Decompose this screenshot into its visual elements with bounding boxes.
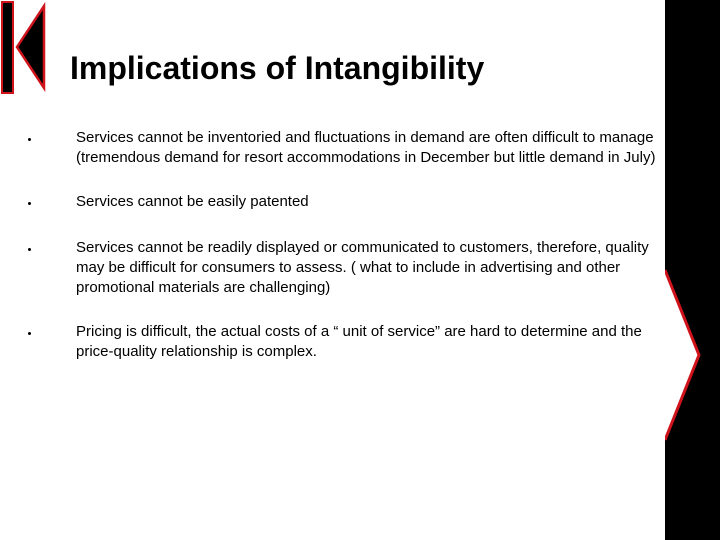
k-logo-icon (0, 0, 50, 95)
bullet-item (22, 128, 662, 168)
bullet-text: Pricing is difficult, the actual costs of a “ unit of service” are hard to determine and the price-quality relationship is complex. (76, 323, 642, 360)
bullet-item (22, 238, 662, 298)
bullet-text: Services cannot be readily displayed or communicated to customers, therefore, quality may be difficult for consumers to assess. ( what to include in advertising and other promotional materials are challenging) (76, 239, 649, 296)
bullet-item (22, 192, 662, 212)
right-chevron-bar-icon (665, 0, 720, 540)
bullet-text: Services cannot be inventoried and fluctuations in demand are often difficult to manage (tremendous demand for resort accommodations in December but little demand in July) (76, 129, 656, 166)
bullet-text: Services cannot be easily patented (76, 193, 309, 210)
bullet-dot-icon (28, 202, 31, 205)
slide-title: Implications of Intangibility (70, 50, 485, 86)
bullet-dot-icon (28, 332, 31, 335)
bullet-dot-icon (28, 248, 31, 251)
bullet-item (22, 322, 662, 362)
bullet-list (22, 128, 662, 386)
bullet-dot-icon (28, 138, 31, 141)
